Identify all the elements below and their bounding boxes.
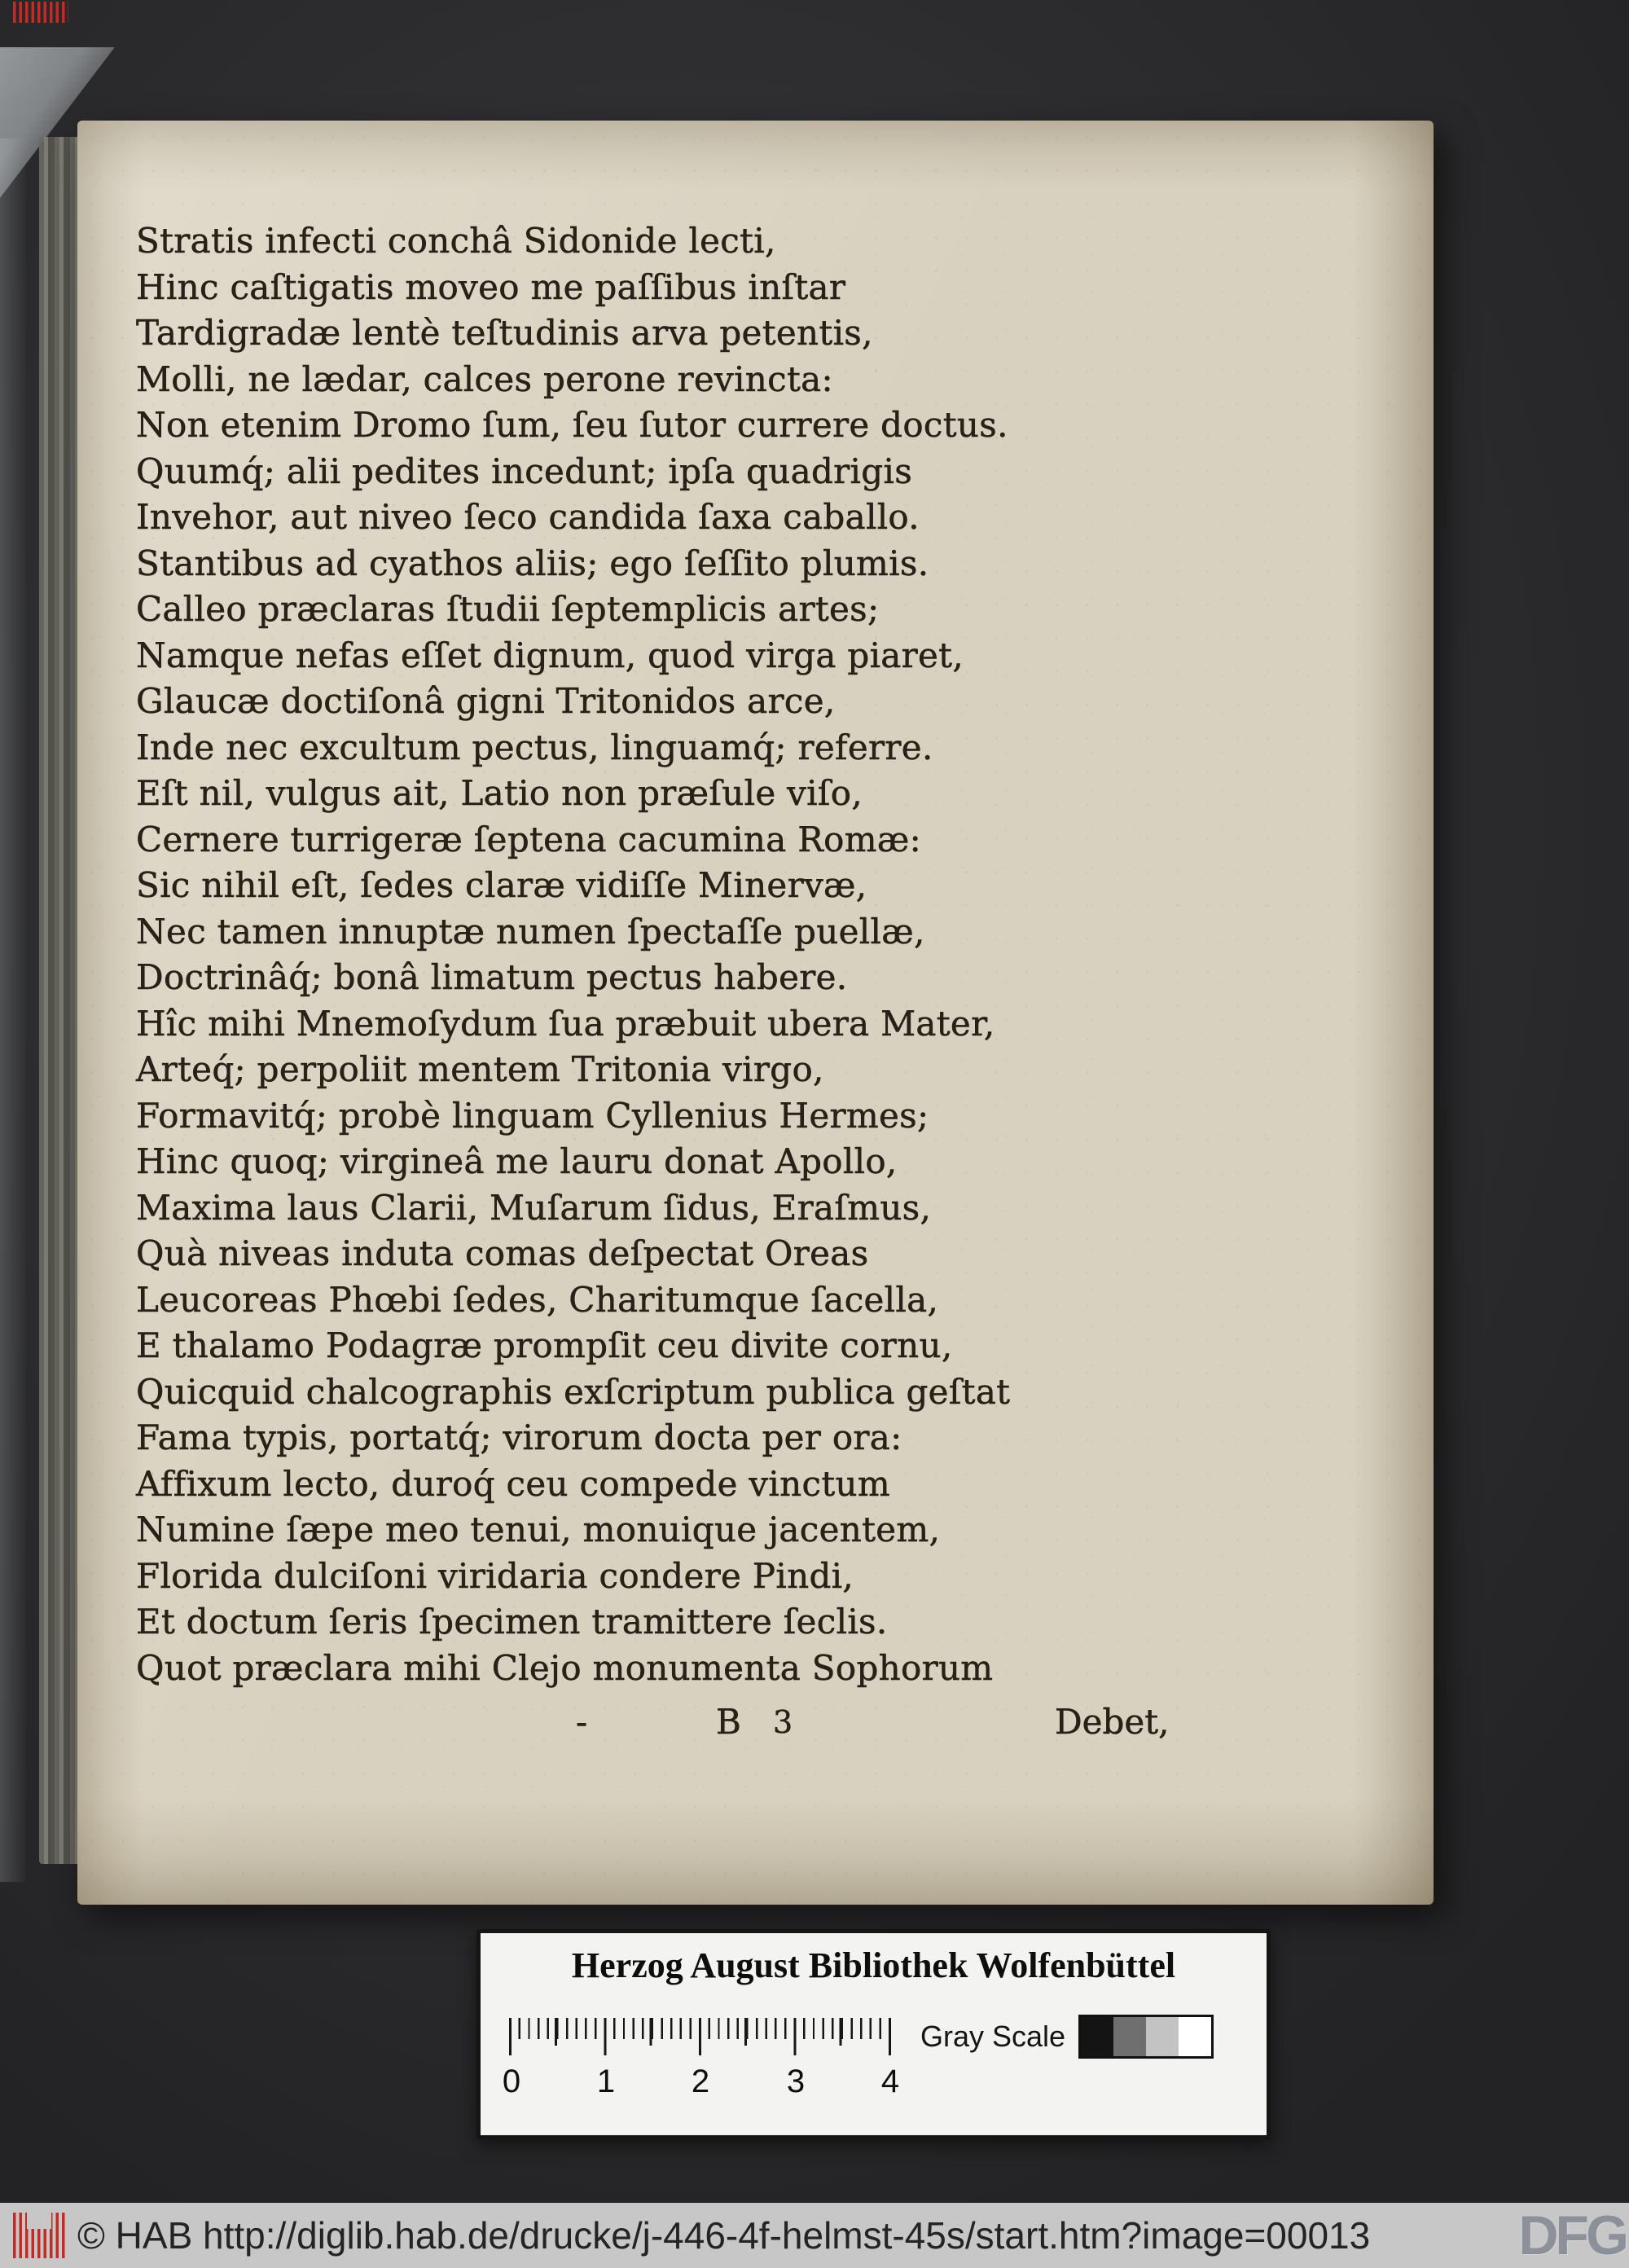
copyright-url-text: © HAB http://diglib.hab.de/drucke/j-446-4f-helmst-45s/start.htm?image=00013 bbox=[77, 2214, 1371, 2257]
poem-line: Maxima laus Clarii, Muſarum ſidus, Eraſmus, bbox=[136, 1187, 932, 1228]
poem-line: Cernere turrigeræ ſeptena cacumina Romæ: bbox=[136, 819, 922, 859]
book-page-edges bbox=[39, 137, 80, 1864]
poem-line: Invehor, aut niveo ſeco candida ſaxa caballo. bbox=[136, 497, 920, 537]
signature-line bbox=[136, 1699, 1195, 1745]
gray-scale-strip bbox=[920, 2015, 1214, 2059]
signature-gathering: B bbox=[716, 1702, 741, 1742]
ruler-scale bbox=[502, 2018, 900, 2108]
poem-line: Numine ſæpe meo tenui, monuique jacentem, bbox=[136, 1510, 941, 1549]
poem-line: Doctrinâq́; bonâ limatum pectus habere. bbox=[136, 957, 848, 997]
poem-line: Sic nihil eſt, ſedes claræ vidiſſe Minervæ, bbox=[136, 865, 867, 905]
red-barcode-mark-icon bbox=[13, 2213, 67, 2258]
ruler-numbers bbox=[502, 2064, 900, 2103]
poem-line: Arteq́; perpoliit mentem Tritonia virgo, bbox=[136, 1049, 824, 1089]
poem-line: Eſt nil, vulgus ait, Latio non præſule viſo, bbox=[136, 773, 863, 813]
ruler-number: 0 bbox=[502, 2064, 521, 2099]
ruler-number: 3 bbox=[786, 2064, 806, 2099]
poem-line: Fama typis, portatq́; virorum docta per ora: bbox=[136, 1418, 902, 1457]
barcode-mask bbox=[27, 2213, 51, 2229]
poem-line: Stantibus ad cyathos aliis; ego ſeſſito plumis. bbox=[136, 543, 929, 583]
signature-dash: - bbox=[576, 1702, 588, 1742]
poem-text-block bbox=[136, 218, 1325, 1691]
poem-line: Hinc caſtigatis moveo me paſſibus inſtar bbox=[136, 266, 846, 307]
ruler-card bbox=[476, 1929, 1271, 2139]
library-name-title: Herzog August Bibliothek Wolfenbüttel bbox=[571, 1945, 1176, 1985]
poem-line: Non etenim Dromo ſum, ſeu ſutor currere doctus. bbox=[136, 405, 1008, 445]
poem-line: Nec tamen innuptæ numen ſpectaſſe puellæ, bbox=[136, 911, 925, 952]
dfg-logo: DFG bbox=[1518, 2204, 1626, 2266]
gray-scale-swatch bbox=[1179, 2017, 1211, 2056]
poem-line: Stratis infecti conchâ Sidonide lecti, bbox=[136, 221, 776, 261]
poem-line: Quicquid chalcographis exſcriptum publica geſtat bbox=[136, 1371, 1011, 1412]
gray-scale-swatch bbox=[1081, 2017, 1113, 2056]
poem-line: Et doctum ſeris ſpecimen tramittere ſeclis. bbox=[136, 1602, 888, 1642]
attribution-bar bbox=[0, 2203, 1629, 2268]
ruler-number: 2 bbox=[691, 2064, 710, 2099]
poem-line: Glaucæ doctiſonâ gigni Tritonidos arce, bbox=[136, 681, 836, 721]
poem-line: Formavitq́; probè linguam Cyllenius Hermes; bbox=[136, 1095, 929, 1136]
catchword: Debet, bbox=[1055, 1702, 1170, 1742]
scanned-page bbox=[77, 121, 1434, 1905]
protective-film-edge bbox=[0, 138, 26, 1882]
ruler-number: 1 bbox=[596, 2064, 616, 2099]
ruler-ticks-cm bbox=[509, 2018, 892, 2055]
poem-line: Inde nec excultum pectus, linguamq́; referre. bbox=[136, 727, 933, 767]
poem-line: Molli, ne lædar, calces perone revincta: bbox=[136, 358, 833, 399]
signature-leaf-number: 3 bbox=[773, 1704, 793, 1740]
poem-line: Quà niveas induta comas deſpectat Oreas bbox=[136, 1233, 869, 1273]
gray-scale-swatch bbox=[1146, 2017, 1179, 2056]
gray-scale-swatch bbox=[1113, 2017, 1146, 2056]
poem-line: Calleo præclaras ſtudii ſeptemplicis artes; bbox=[136, 589, 880, 629]
poem-line: Affixum lecto, duroq́ ceu compede vinctum bbox=[136, 1463, 890, 1504]
red-barcode-mark-top-icon bbox=[13, 2, 68, 23]
poem-line: Namque nefas eſſet dignum, quod virga piaret, bbox=[136, 635, 964, 675]
poem-line: Leucoreas Phœbi ſedes, Charitumque ſacella, bbox=[136, 1279, 939, 1320]
poem-line: E thalamo Podagræ prompſit ceu divite cornu, bbox=[136, 1325, 953, 1365]
poem-line: Hinc quoq; virgineâ me lauru donat Apollo, bbox=[136, 1141, 898, 1181]
poem-line: Hîc mihi Mnemoſydum ſua præbuit ubera Mater, bbox=[136, 1003, 995, 1044]
gray-scale-swatches bbox=[1078, 2015, 1214, 2059]
poem-line: Quot præclara mihi Clejo monumenta Sophorum bbox=[136, 1647, 994, 1688]
poem-line: Tardigradæ lentè teſtudinis arva petentis, bbox=[136, 313, 873, 353]
gray-scale-label: Gray Scale bbox=[920, 2020, 1066, 2053]
poem-line: Quumq́; alii pedites incedunt; ipſa quadrigis bbox=[136, 451, 913, 491]
poem-line: Florida dulciſoni viridaria condere Pindi, bbox=[136, 1555, 854, 1596]
ruler-number: 4 bbox=[880, 2064, 900, 2099]
